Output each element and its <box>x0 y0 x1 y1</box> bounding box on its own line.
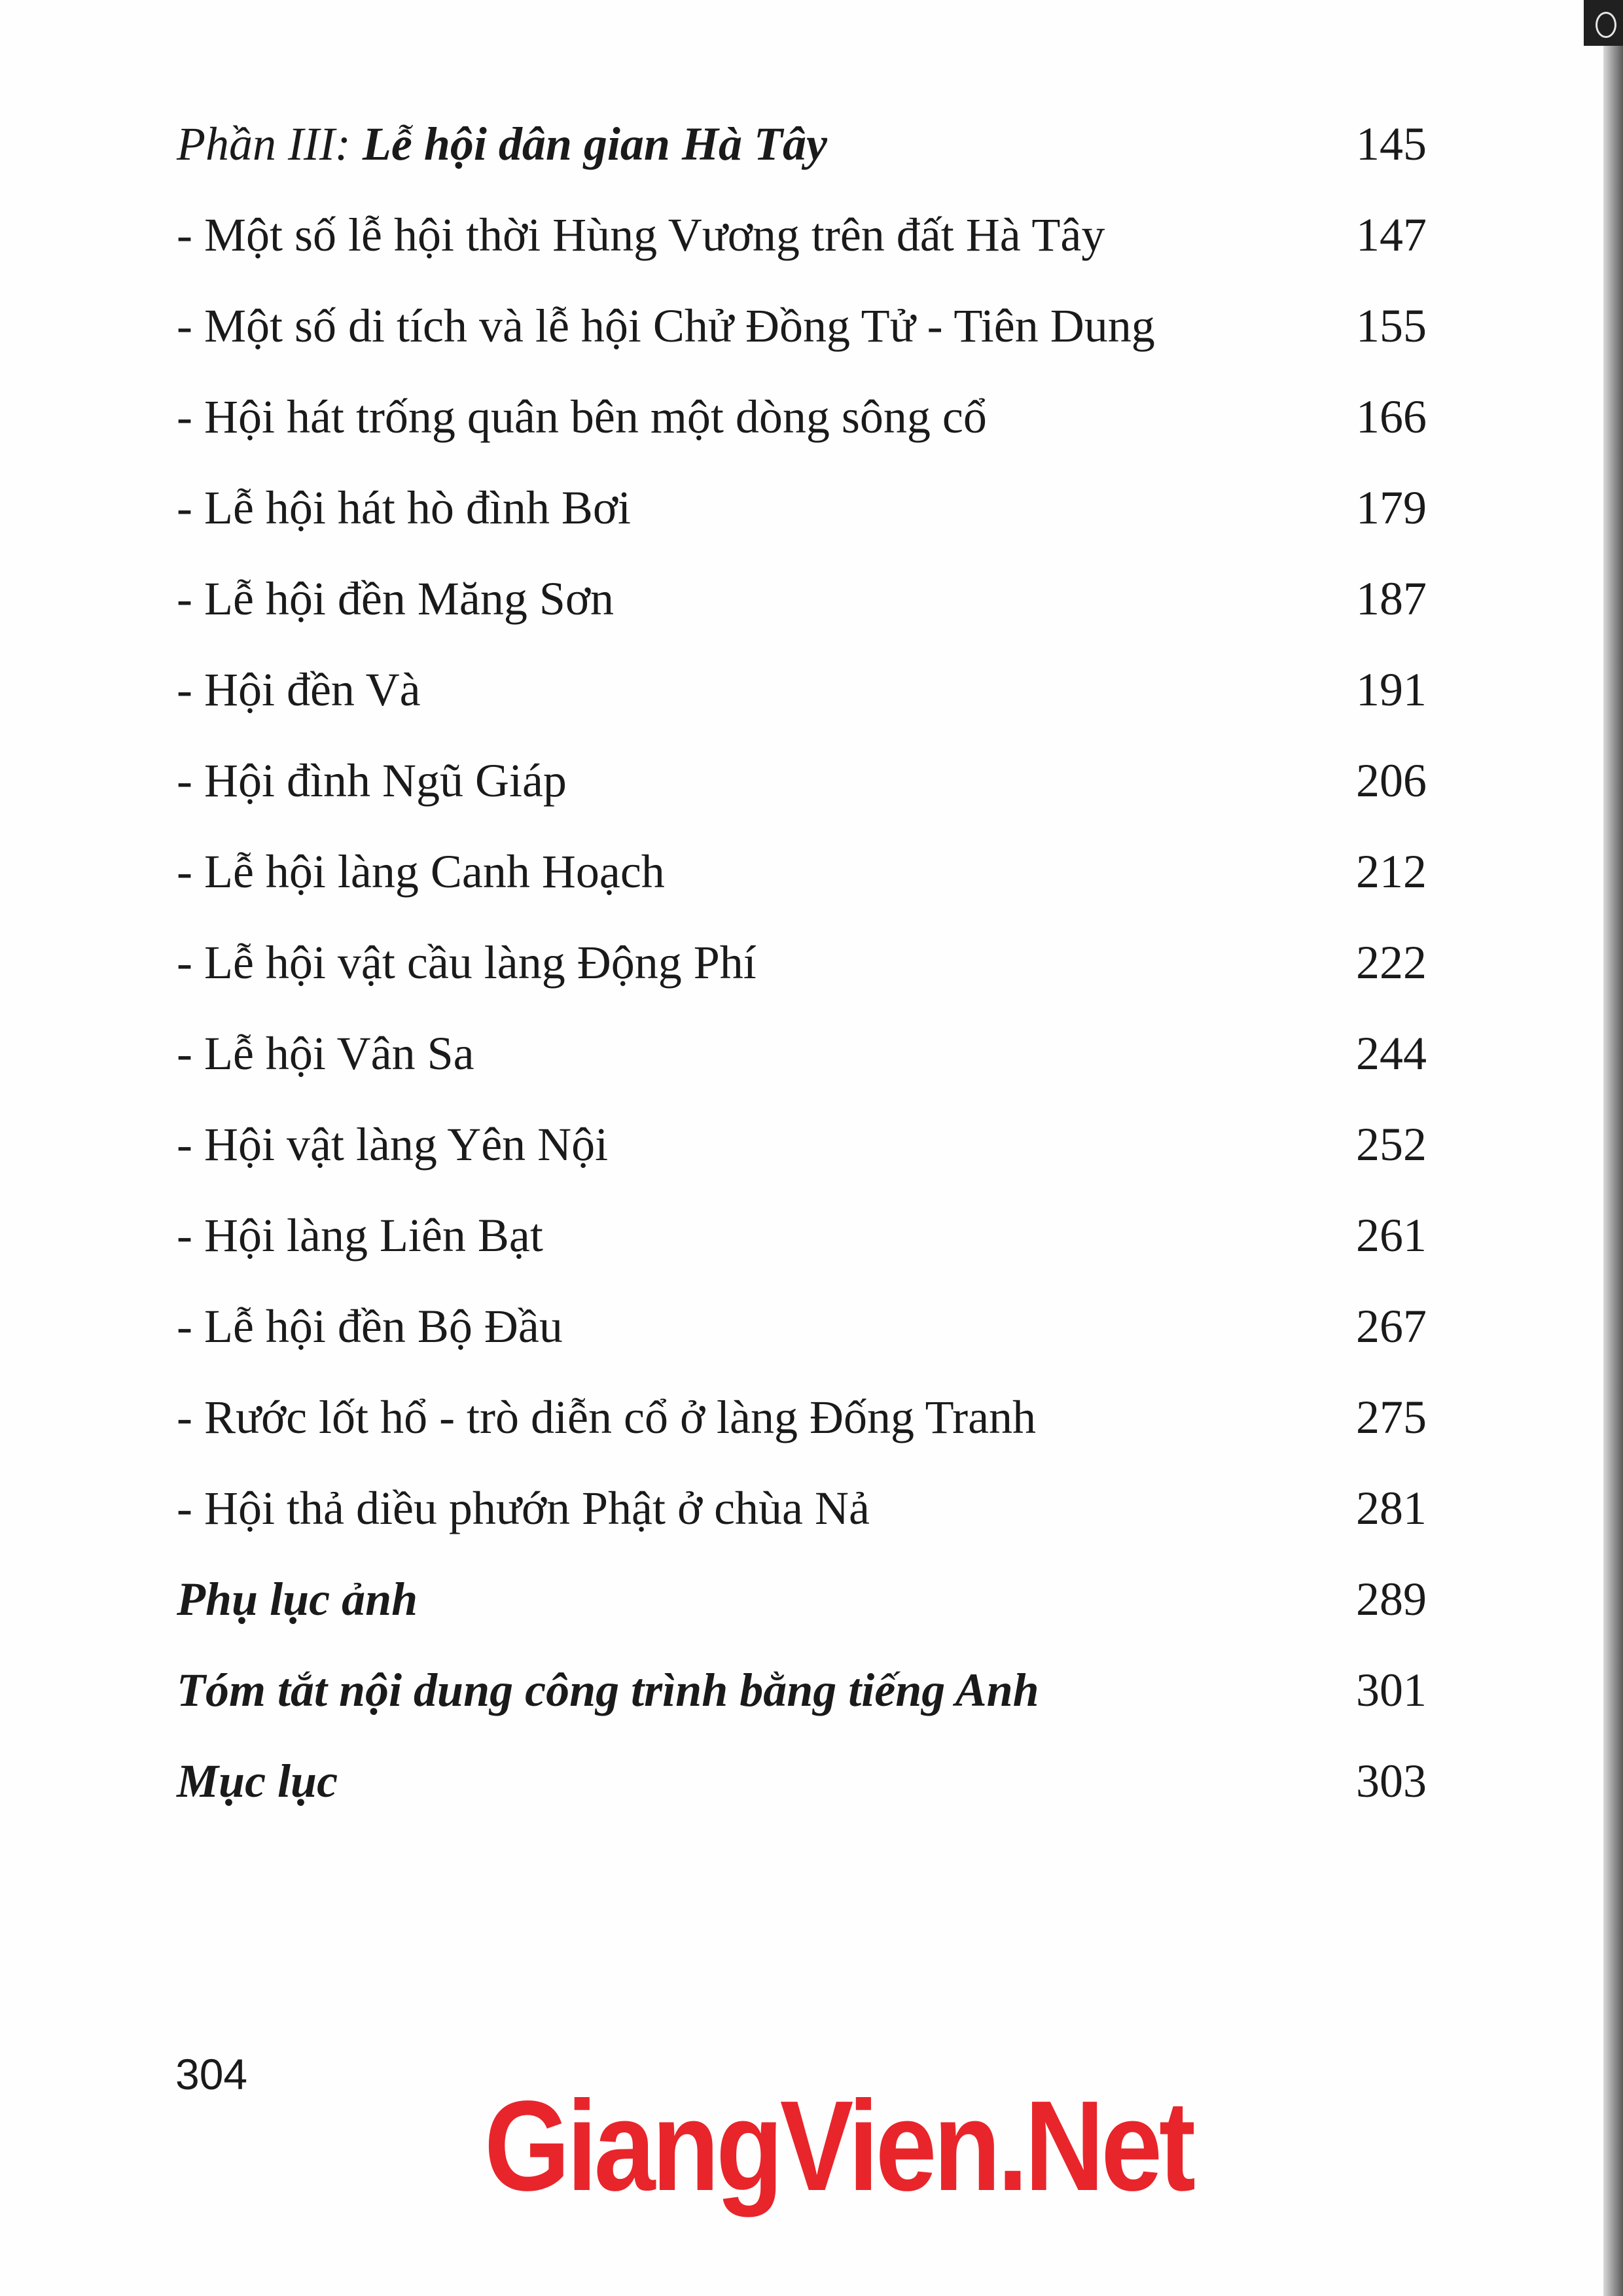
toc-entry-title: - Rước lốt hổ - trò diễn cổ ở làng Đống Tranh <box>177 1391 1037 1443</box>
toc-page-number: 191 <box>1356 663 1427 716</box>
toc-entry <box>177 566 1472 657</box>
toc-page-number: 261 <box>1356 1209 1427 1262</box>
toc-entry-title: - Một số lễ hội thời Hùng Vương trên đất Hà Tây <box>177 209 1105 261</box>
toc-page-number: 301 <box>1356 1664 1427 1716</box>
toc-section-title <box>177 111 827 177</box>
toc-entry <box>177 748 1472 839</box>
toc-entry <box>177 202 1472 293</box>
toc-entry <box>177 293 1472 384</box>
toc-page-number: 206 <box>1356 754 1427 807</box>
toc-entry-title: - Lễ hội Vân Sa <box>177 1027 474 1080</box>
toc-entry-title: - Lễ hội vật cầu làng Động Phí <box>177 936 757 989</box>
toc-entry <box>177 1112 1472 1203</box>
toc-page-number: 222 <box>1356 936 1427 989</box>
toc-page-number: 187 <box>1356 573 1427 625</box>
toc-page-number: 212 <box>1356 845 1427 898</box>
table-of-contents <box>177 111 1472 1839</box>
scan-edge <box>1603 0 1623 2296</box>
toc-entry <box>177 1475 1472 1566</box>
toc-section-prefix: Phần III: <box>177 118 363 170</box>
toc-entry <box>177 1385 1472 1475</box>
toc-entry-title: - Hội đền Và <box>177 663 421 716</box>
toc-entry-title: - Một số di tích và lễ hội Chử Đồng Tử - Tiên Dung <box>177 300 1155 352</box>
toc-page-number: 267 <box>1356 1300 1427 1352</box>
toc-page-number: 244 <box>1356 1027 1427 1080</box>
watermark-logo: GiangVien.Net <box>484 2074 1192 2217</box>
toc-entry-title: - Lễ hội hát hò đình Bơi <box>177 482 631 534</box>
toc-appendix-entry <box>177 1748 1472 1839</box>
toc-appendix-title: Mục lục <box>177 1755 338 1807</box>
toc-page-number: 145 <box>1356 118 1427 170</box>
toc-entry <box>177 839 1472 930</box>
toc-entry-title: - Hội làng Liên Bạt <box>177 1209 543 1262</box>
toc-entry <box>177 657 1472 748</box>
toc-entry <box>177 930 1472 1021</box>
toc-entry <box>177 1021 1472 1112</box>
toc-entry-title: - Lễ hội đền Bộ Đầu <box>177 1300 563 1352</box>
toc-page-number: 281 <box>1356 1482 1427 1534</box>
toc-appendix-title: Tóm tắt nội dung công trình bằng tiếng Anh <box>177 1664 1039 1716</box>
toc-page-number: 275 <box>1356 1391 1427 1443</box>
toc-entry <box>177 384 1472 475</box>
toc-page-number: 147 <box>1356 209 1427 261</box>
toc-section-heading <box>177 111 1472 202</box>
toc-entry <box>177 1203 1472 1294</box>
toc-entry <box>177 475 1472 566</box>
toc-entry-title: - Hội vật làng Yên Nội <box>177 1118 609 1171</box>
toc-entry <box>177 1294 1472 1385</box>
toc-entry-title: - Lễ hội đền Măng Sơn <box>177 573 614 625</box>
toc-entry-title: - Hội hát trống quân bên một dòng sông cổ <box>177 391 987 443</box>
toc-appendix-title: Phụ lục ảnh <box>177 1573 418 1625</box>
toc-page-number: 289 <box>1356 1573 1427 1625</box>
toc-page-number: 303 <box>1356 1755 1427 1807</box>
toc-section-name: Lễ hội dân gian Hà Tây <box>362 118 827 170</box>
page-number: 304 <box>175 2050 248 2098</box>
toc-appendix-entry <box>177 1566 1472 1657</box>
toc-page-number: 252 <box>1356 1118 1427 1171</box>
toc-entry-title: - Lễ hội làng Canh Hoạch <box>177 845 665 898</box>
toc-page-number: 166 <box>1356 391 1427 443</box>
toc-entry-title: - Hội thả diều phướn Phật ở chùa Nả <box>177 1482 870 1534</box>
scan-corner <box>1584 0 1623 46</box>
toc-entry-title: - Hội đình Ngũ Giáp <box>177 754 567 807</box>
toc-appendix-entry <box>177 1657 1472 1748</box>
toc-page-number: 155 <box>1356 300 1427 352</box>
toc-page-number: 179 <box>1356 482 1427 534</box>
